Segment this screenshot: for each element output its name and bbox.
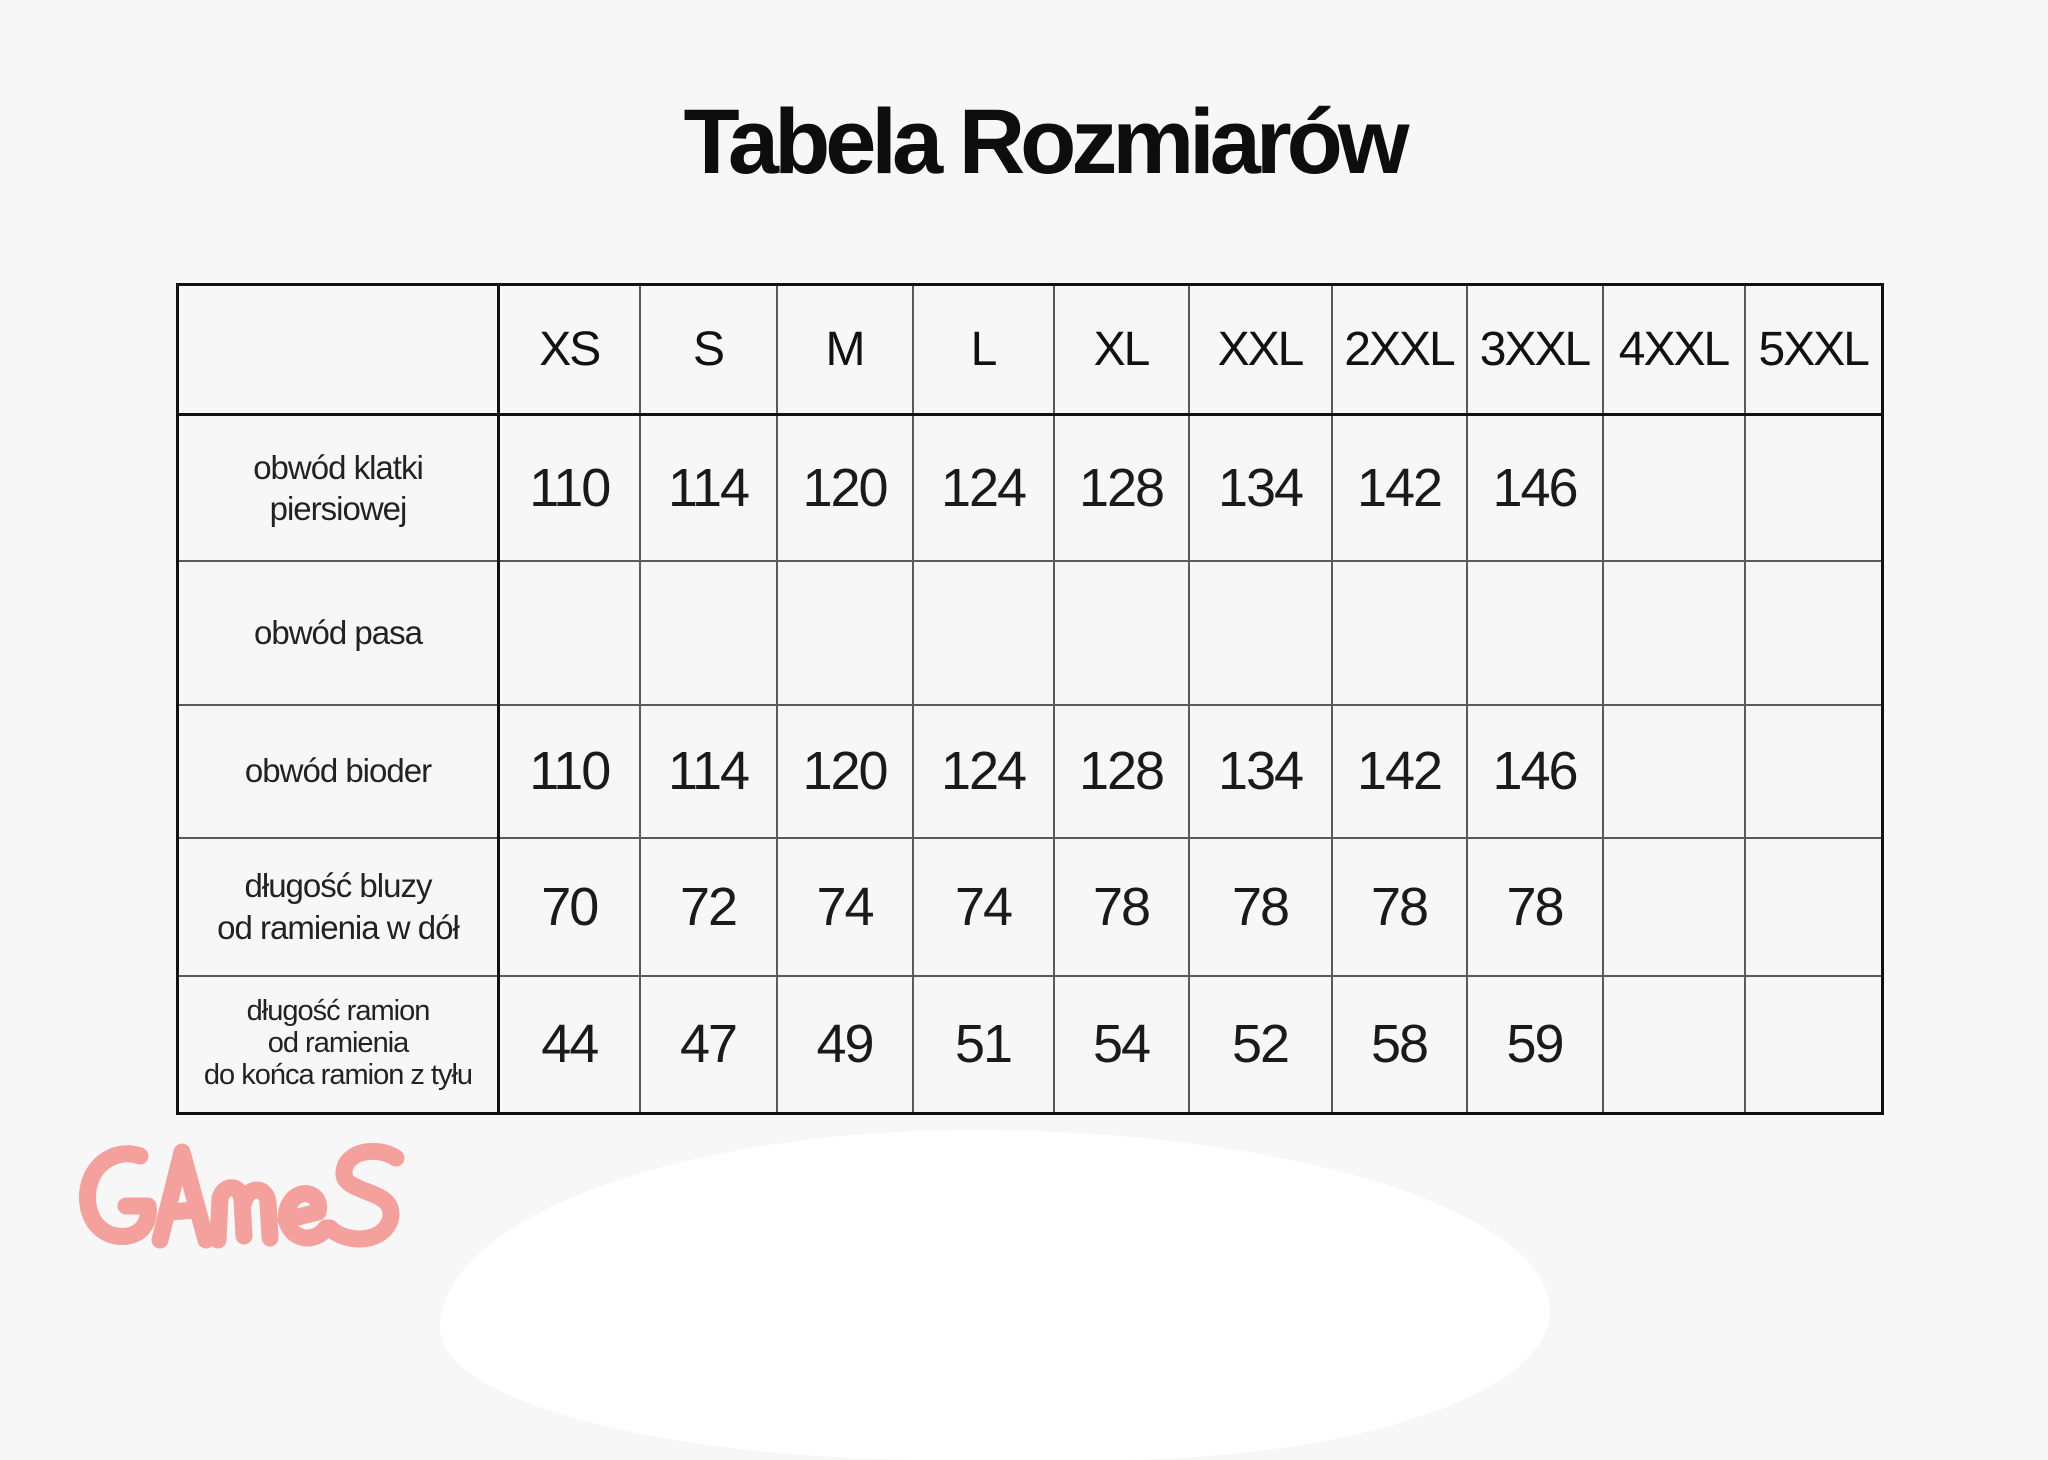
table-cell (1745, 976, 1883, 1114)
row-label-line: piersiowej (269, 489, 407, 527)
size-header-xs: XS (499, 285, 640, 415)
table-cell: 52 (1189, 976, 1332, 1114)
table-row-sleeve (178, 976, 1883, 1114)
white-blob-shape (440, 1130, 1550, 1460)
size-chart-table (176, 283, 1884, 1115)
size-header-row (178, 285, 1883, 415)
row-label-line: od ramienia (267, 1027, 409, 1060)
size-header-5xxl: 5XXL (1745, 285, 1883, 415)
table-cell: 128 (1054, 705, 1189, 838)
table-cell: 110 (499, 705, 640, 838)
table-cell: 78 (1332, 838, 1467, 976)
table-cell: 128 (1054, 415, 1189, 561)
table-cell: 146 (1467, 415, 1603, 561)
table-cell: 54 (1054, 976, 1189, 1114)
table-cell: 120 (777, 705, 913, 838)
table-row-length (178, 838, 1883, 976)
table-cell: 134 (1189, 705, 1332, 838)
size-header-xxl: XXL (1189, 285, 1332, 415)
table-cell: 49 (777, 976, 913, 1114)
corner-cell (178, 285, 499, 415)
table-cell: 78 (1189, 838, 1332, 976)
table-cell (640, 561, 777, 705)
table-cell: 114 (640, 705, 777, 838)
table-cell: 114 (640, 415, 777, 561)
table-cell: 142 (1332, 415, 1467, 561)
row-label-length (178, 838, 499, 976)
table-cell: 70 (499, 838, 640, 976)
table-cell (1054, 561, 1189, 705)
table-row-waist (178, 561, 1883, 705)
table-cell (1745, 838, 1883, 976)
table-row-chest (178, 415, 1883, 561)
size-header-s: S (640, 285, 777, 415)
table-cell: 44 (499, 976, 640, 1114)
games-watermark-logo (78, 1128, 438, 1258)
row-label-hips (178, 705, 499, 838)
row-label-sleeve (178, 976, 499, 1114)
row-label-chest (178, 415, 499, 561)
table-cell (1745, 561, 1883, 705)
table-cell (1745, 705, 1883, 838)
table-cell: 124 (913, 705, 1054, 838)
size-header-m: M (777, 285, 913, 415)
row-label-line: długość ramion (246, 995, 430, 1028)
size-header-l: L (913, 285, 1054, 415)
table-cell (1603, 415, 1745, 561)
table-cell: 146 (1467, 705, 1603, 838)
row-label-line: od ramienia w dół (217, 908, 459, 946)
table-row-hips (178, 705, 1883, 838)
size-header-3xxl: 3XXL (1467, 285, 1603, 415)
table-cell: 47 (640, 976, 777, 1114)
table-cell: 59 (1467, 976, 1603, 1114)
table-cell (913, 561, 1054, 705)
table-cell (1189, 561, 1332, 705)
table-cell: 51 (913, 976, 1054, 1114)
row-label-line: obwód bioder (244, 752, 432, 790)
row-label-line: obwód klatki (253, 448, 423, 486)
table-cell: 74 (913, 838, 1054, 976)
table-cell (1745, 415, 1883, 561)
row-label-line: do końca ramion z tyłu (203, 1059, 473, 1092)
size-header-4xxl: 4XXL (1603, 285, 1745, 415)
table-cell (1332, 561, 1467, 705)
size-header-2xxl: 2XXL (1332, 285, 1467, 415)
table-cell (1603, 705, 1745, 838)
table-cell (499, 561, 640, 705)
size-header-xl: XL (1054, 285, 1189, 415)
row-label-line: długość bluzy (244, 867, 432, 905)
row-label-waist (178, 561, 499, 705)
table-cell: 120 (777, 415, 913, 561)
table-cell: 124 (913, 415, 1054, 561)
table-cell: 78 (1054, 838, 1189, 976)
table-cell (1603, 561, 1745, 705)
table-cell: 110 (499, 415, 640, 561)
row-label-line: obwód pasa (254, 613, 422, 651)
table-cell: 72 (640, 838, 777, 976)
table-cell: 58 (1332, 976, 1467, 1114)
page-title: Tabela Rozmiarów (683, 91, 1405, 193)
table-cell: 74 (777, 838, 913, 976)
table-cell (1603, 838, 1745, 976)
table-cell: 134 (1189, 415, 1332, 561)
table-cell (1467, 561, 1603, 705)
table-cell: 142 (1332, 705, 1467, 838)
table-cell (1603, 976, 1745, 1114)
table-cell (777, 561, 913, 705)
table-cell: 78 (1467, 838, 1603, 976)
